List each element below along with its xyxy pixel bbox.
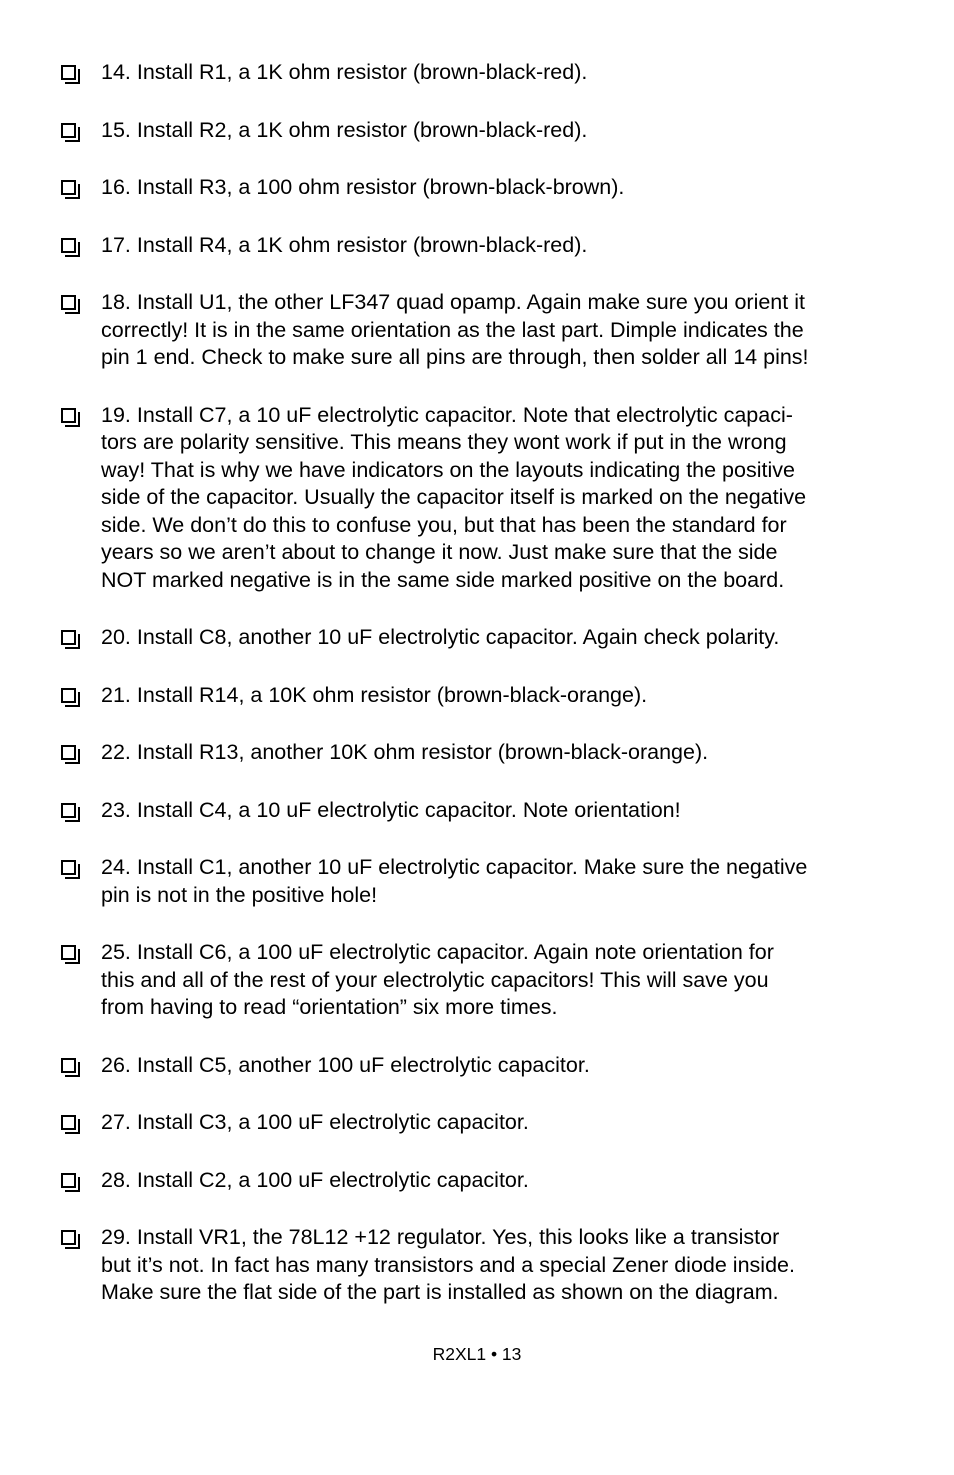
checkbox-icon[interactable] xyxy=(61,238,76,253)
step-item xyxy=(61,174,911,202)
step-text: 27. Install C3, a 100 uF electrolytic capacitor. xyxy=(101,1110,529,1134)
step-item xyxy=(61,232,911,260)
checkbox-icon[interactable] xyxy=(61,123,76,138)
step-item xyxy=(61,939,911,1022)
step-item xyxy=(61,682,911,710)
checkbox-icon[interactable] xyxy=(61,860,76,875)
step-item xyxy=(61,402,911,595)
step-text: 23. Install C4, a 10 uF electrolytic capacitor. Note orientation! xyxy=(101,797,681,822)
checkbox-icon[interactable] xyxy=(61,408,76,423)
checkbox-icon[interactable] xyxy=(61,180,76,195)
step-text: 28. Install C2, a 100 uF electrolytic capacitor. xyxy=(101,1167,529,1192)
step-item xyxy=(61,1052,911,1080)
checkbox-icon[interactable] xyxy=(61,1058,76,1073)
step-text: 22. Install R13, another 10K ohm resistor (brown-black-orange). xyxy=(101,740,709,764)
checkbox-icon[interactable] xyxy=(61,65,76,80)
step-item xyxy=(61,1109,911,1137)
step-text: 25. Install C6, a 100 uF electrolytic capacitor. Again note orientation for this and all of the rest of your electrolytic capacitors! This will save you from having to read “orientation” six more times. xyxy=(101,940,774,1019)
step-item xyxy=(61,797,911,825)
step-item xyxy=(61,1167,911,1195)
step-text: 19. Install C7, a 10 uF electrolytic capacitor. Note that electrolytic capaci- tors are polarity sensitive. This means they wont work if put in the wrong way! That is why we have indicators on the layouts indicating the positive side of the capacitor. Usually the capacitor itself is marked on the negative side. We don’t do this to confuse you, but that has been the standard for years so we aren’t about to change it now. Just make sure that the side NOT marked negative is in the same side marked positive on the board. xyxy=(101,402,807,592)
checkbox-icon[interactable] xyxy=(61,630,76,645)
step-item xyxy=(61,854,911,909)
checkbox-icon[interactable] xyxy=(61,295,76,310)
checkbox-icon[interactable] xyxy=(61,1173,76,1188)
assembly-step-list xyxy=(61,59,911,1337)
step-text: 15. Install R2, a 1K ohm resistor (brown-black-red). xyxy=(101,117,588,142)
step-item xyxy=(61,289,911,372)
checkbox-icon[interactable] xyxy=(61,688,76,703)
step-item xyxy=(61,59,911,87)
step-text: 20. Install C8, another 10 uF electrolytic capacitor. Again check polarity. xyxy=(101,625,780,649)
step-text: 14. Install R1, a 1K ohm resistor (brown-black-red). xyxy=(101,60,588,84)
checkbox-icon[interactable] xyxy=(61,945,76,960)
step-text: 21. Install R14, a 10K ohm resistor (brown-black-orange). xyxy=(101,682,648,707)
step-item xyxy=(61,739,911,767)
step-text: 16. Install R3, a 100 ohm resistor (brown-black-brown). xyxy=(101,175,625,199)
checkbox-icon[interactable] xyxy=(61,803,76,818)
step-item xyxy=(61,117,911,145)
step-text: 24. Install C1, another 10 uF electrolytic capacitor. Make sure the negative pin is not in the positive hole! xyxy=(101,855,808,907)
step-text: 17. Install R4, a 1K ohm resistor (brown-black-red). xyxy=(101,232,588,257)
step-text: 26. Install C5, another 100 uF electrolytic capacitor. xyxy=(101,1052,590,1077)
checkbox-icon[interactable] xyxy=(61,1115,76,1130)
page-footer: R2XL1 • 13 xyxy=(432,1344,522,1364)
checkbox-icon[interactable] xyxy=(61,1230,76,1245)
step-item xyxy=(61,624,911,652)
step-text: 29. Install VR1, the 78L12 +12 regulator. Yes, this looks like a transistor but it’s not. In fact has many transistors and a special Zener diode inside. Make sure the flat side of the part is installed as shown on the diagram. xyxy=(101,1225,795,1304)
step-item xyxy=(61,1224,911,1307)
step-text: 18. Install U1, the other LF347 quad opamp. Again make sure you orient it correctly! It is in the same orientation as the last part. Dimple indicates the pin 1 end. Check to make sure all pins are through, then solder all 14 pins! xyxy=(101,290,809,369)
checkbox-icon[interactable] xyxy=(61,745,76,760)
